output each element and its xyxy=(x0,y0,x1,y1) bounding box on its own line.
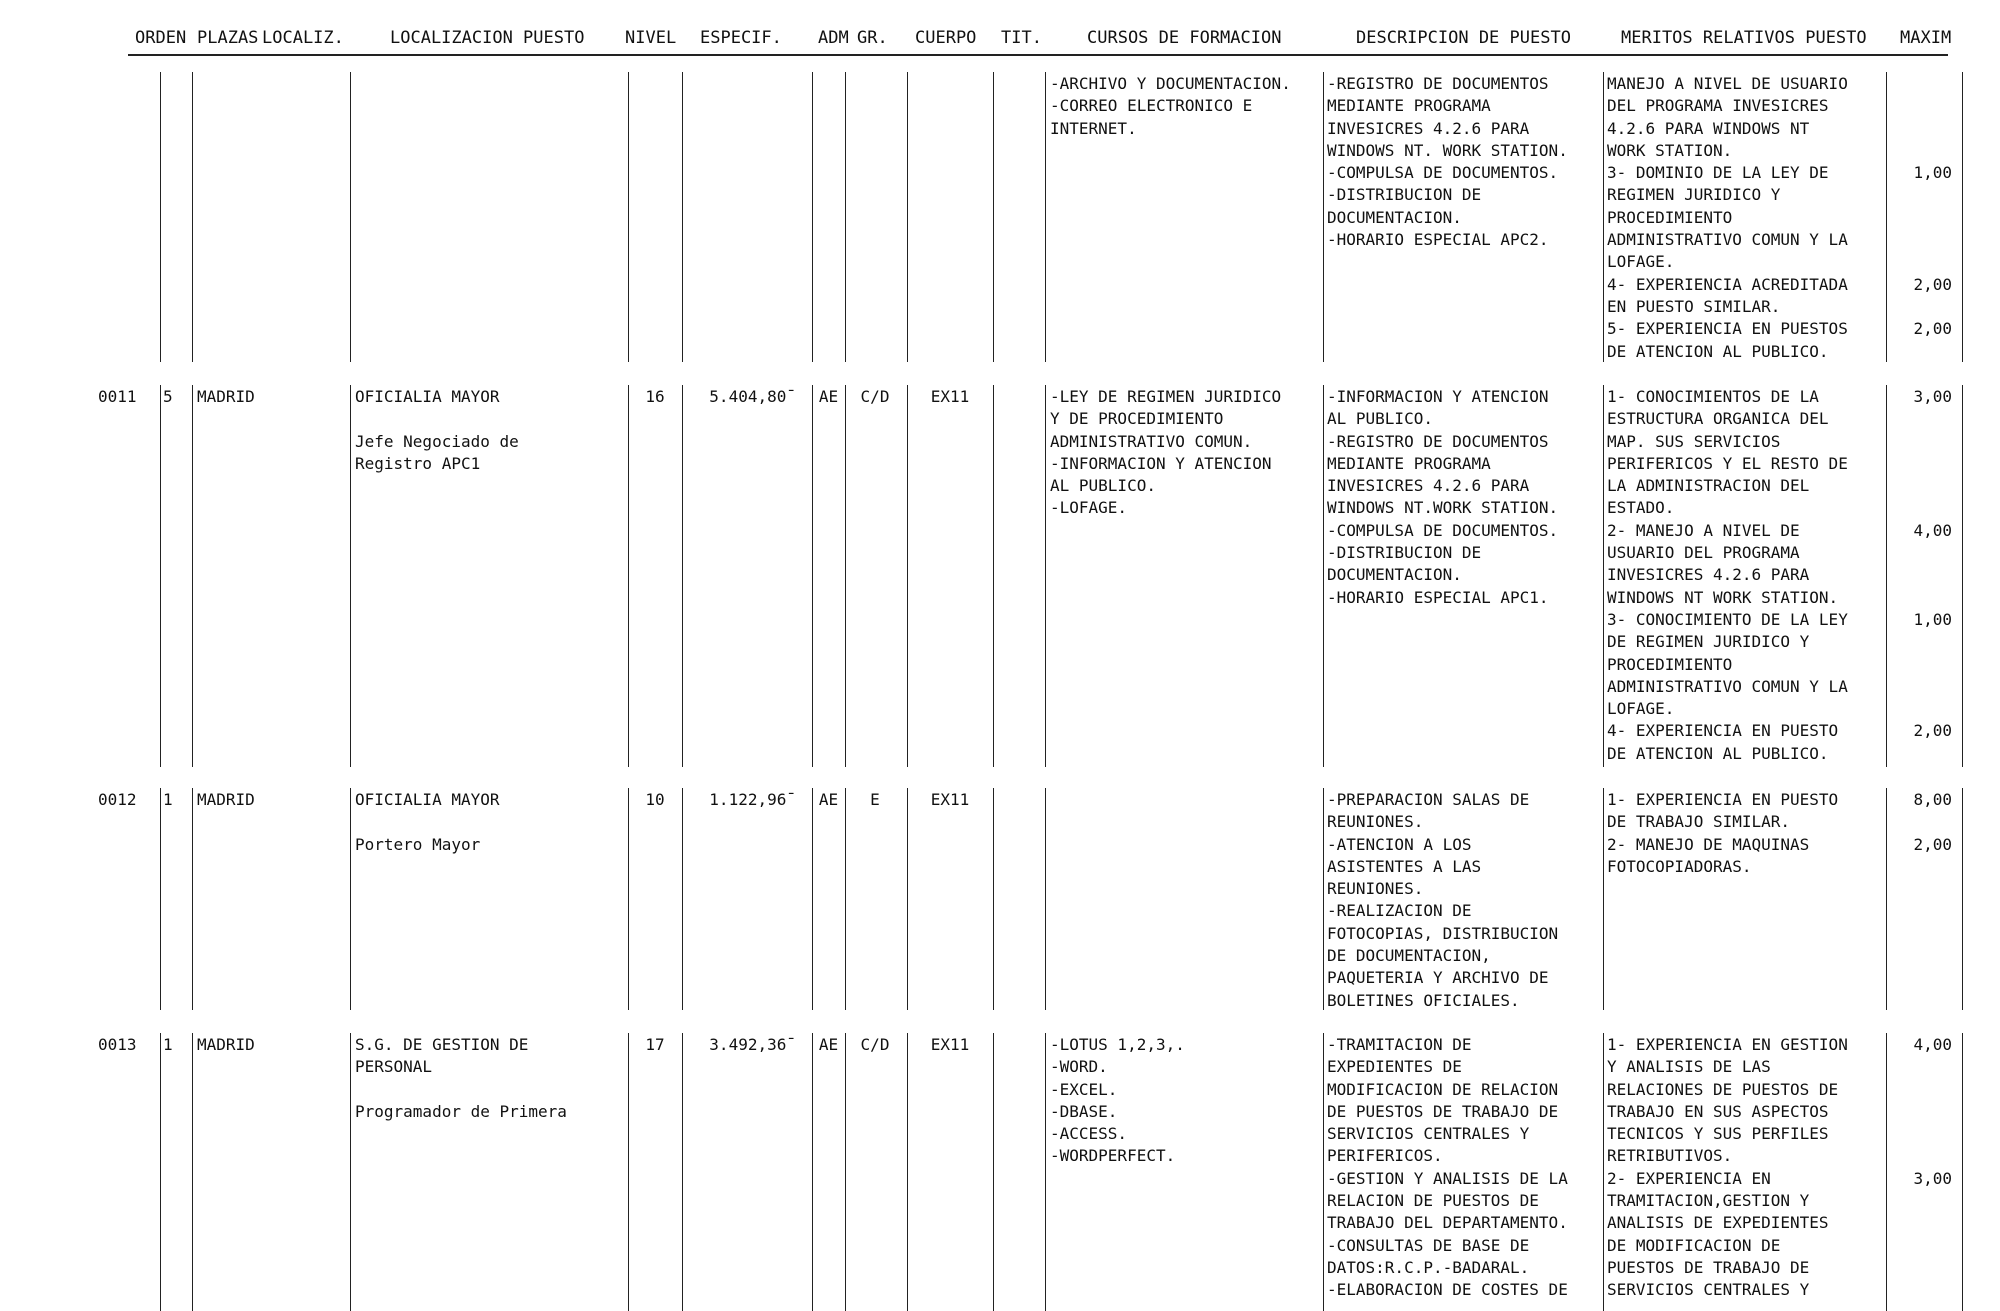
column-rule xyxy=(1603,1033,1604,1311)
column-rule xyxy=(907,1033,908,1311)
column-rule xyxy=(812,788,813,1010)
column-rule xyxy=(350,72,351,362)
cell-nivel: 17 xyxy=(645,1035,665,1054)
cell-meritos: 1- EXPERIENCIA EN GESTION Y ANALISIS DE LAS RELACIONES DE PUESTOS DE TRABAJO EN SUS ASPECTOS TECNICOS Y SUS PERFILES RETRIBUTIVOS. 2- EXPERIENCIA EN TRAMITACION,GESTION Y ANALISIS DE EXPEDIENTES DE MODIFICACION DE PUESTOS DE TRABAJO DE SERVICIOS CENTRALES Y xyxy=(1607,1035,1848,1300)
cell-localiz: MADRID xyxy=(197,790,255,809)
cell-orden: 0012 xyxy=(98,790,137,809)
column-rule xyxy=(1045,1033,1046,1311)
column-rule xyxy=(160,788,161,1010)
cell-maxim: 4,00 3,00 xyxy=(1913,1035,1952,1188)
column-rule xyxy=(160,1033,161,1311)
header-tit: TIT. xyxy=(1001,28,1042,48)
cell-plazas: 1 xyxy=(163,790,173,809)
cell-orden: 0013 xyxy=(98,1035,137,1054)
cell-plazas: 1 xyxy=(163,1035,173,1054)
header-cursos: CURSOS DE FORMACION xyxy=(1087,28,1282,48)
cell-maxim: 8,00 2,00 xyxy=(1913,790,1952,854)
column-rule xyxy=(993,385,994,767)
column-rule xyxy=(1886,1033,1887,1311)
column-rule xyxy=(845,385,846,767)
header-plazas: PLAZAS xyxy=(197,28,259,48)
cell-meritos: 1- EXPERIENCIA EN PUESTO DE TRABAJO SIMILAR. 2- MANEJO DE MAQUINAS FOTOCOPIADORAS. xyxy=(1607,790,1839,876)
column-rule xyxy=(350,788,351,1010)
table-header xyxy=(0,28,2000,52)
column-rule xyxy=(1323,385,1324,767)
cell-meritos: MANEJO A NIVEL DE USUARIO DEL PROGRAMA INVESICRES 4.2.6 PARA WINDOWS NT WORK STATION. 3- DOMINIO DE LA LEY DE REGIMEN JURIDICO Y PROCEDIMIENTO ADMINISTRATIVO COMUN Y LA LOFAGE. 4- EXPERIENCIA ACREDITADA EN PUESTO SIMILAR. 5- EXPERIENCIA EN PUESTOS DE ATENCION AL PUBLICO. xyxy=(1607,74,1848,361)
column-rule xyxy=(1886,788,1887,1010)
cell-cuerpo: EX11 xyxy=(930,1035,970,1054)
cell-gr: C/D xyxy=(860,1035,890,1054)
header-gr: GR. xyxy=(857,28,888,48)
cell-maxim: 3,00 4,00 1,00 2,00 xyxy=(1913,387,1952,741)
column-rule xyxy=(907,788,908,1010)
column-rule xyxy=(1045,788,1046,1010)
column-rule xyxy=(845,72,846,362)
column-rule xyxy=(1603,72,1604,362)
column-rule xyxy=(682,72,683,362)
column-rule xyxy=(1886,72,1887,362)
column-rule xyxy=(628,385,629,767)
column-rule xyxy=(160,72,161,362)
column-rule xyxy=(192,385,193,767)
cell-orden: 0011 xyxy=(98,387,137,406)
cell-puesto: OFICIALIA MAYOR Portero Mayor xyxy=(355,790,500,854)
header-localiz: LOCALIZ. xyxy=(262,28,344,48)
header-especif: ESPECIF. xyxy=(700,28,782,48)
cell-plazas: 5 xyxy=(163,387,173,406)
cell-nivel: 10 xyxy=(645,790,665,809)
cell-adm: AE xyxy=(818,790,839,809)
column-rule xyxy=(1962,385,1963,767)
column-rule xyxy=(1323,1033,1324,1311)
column-rule xyxy=(1886,385,1887,767)
column-rule xyxy=(1603,385,1604,767)
header-localizacion-puesto: LOCALIZACION PUESTO xyxy=(390,28,585,48)
column-rule xyxy=(350,385,351,767)
column-rule xyxy=(907,72,908,362)
column-rule xyxy=(1045,385,1046,767)
cell-gr: C/D xyxy=(860,387,890,406)
column-rule xyxy=(628,1033,629,1311)
column-rule xyxy=(845,788,846,1010)
cell-localiz: MADRID xyxy=(197,387,255,406)
cell-descripcion: -PREPARACION SALAS DE REUNIONES. -ATENCION A LOS ASISTENTES A LAS REUNIONES. -REALIZACION DE FOTOCOPIAS, DISTRIBUCION DE DOCUMENTACION, PAQUETERIA Y ARCHIVO DE BOLETINES OFICIALES. xyxy=(1327,790,1559,1010)
column-rule xyxy=(1603,788,1604,1010)
column-rule xyxy=(907,385,908,767)
column-rule xyxy=(192,1033,193,1311)
column-rule xyxy=(682,1033,683,1311)
cell-cursos: -LOTUS 1,2,3,. -WORD. -EXCEL. -DBASE. -ACCESS. -WORDPERFECT. xyxy=(1050,1035,1185,1166)
column-rule xyxy=(1962,72,1963,362)
column-rule xyxy=(628,788,629,1010)
cell-especif: 3.492,36¯ xyxy=(709,1035,796,1054)
column-rule xyxy=(682,385,683,767)
cell-gr: E xyxy=(870,790,880,809)
column-rule xyxy=(1323,72,1324,362)
column-rule xyxy=(1962,788,1963,1010)
column-rule xyxy=(993,1033,994,1311)
header-orden: ORDEN xyxy=(135,28,187,48)
column-rule xyxy=(1962,1033,1963,1311)
column-rule xyxy=(682,788,683,1010)
cell-descripcion: -TRAMITACION DE EXPEDIENTES DE MODIFICACION DE RELACION DE PUESTOS DE TRABAJO DE SERVICIOS CENTRALES Y PERIFERICOS. -GESTION Y ANALISIS DE LA RELACION DE PUESTOS DE TRABAJO DEL DEPARTAMENTO. -CONSULTAS DE BASE DE DATOS:R.C.P.-BADARAL. -ELABORACION DE COSTES DE xyxy=(1327,1035,1568,1300)
cell-adm: AE xyxy=(818,387,839,406)
cell-maxim: 1,00 2,00 2,00 xyxy=(1913,163,1952,339)
column-rule xyxy=(350,1033,351,1311)
column-rule xyxy=(1045,72,1046,362)
cell-especif: 5.404,80¯ xyxy=(709,387,796,406)
header-maxim: MAXIM xyxy=(1900,28,1952,48)
column-rule xyxy=(993,788,994,1010)
cell-meritos: 1- CONOCIMIENTOS DE LA ESTRUCTURA ORGANICA DEL MAP. SUS SERVICIOS PERIFERICOS Y EL RESTO DE LA ADMINISTRACION DEL ESTADO. 2- MANEJO A NIVEL DE USUARIO DEL PROGRAMA INVESICRES 4.2.6 PARA WINDOWS NT WORK STATION. 3- CONOCIMIENTO DE LA LEY DE REGIMEN JURIDICO Y PROCEDIMIENTO ADMINISTRATIVO COMUN Y LA LOFAGE. 4- EXPERIENCIA EN PUESTO DE ATENCION AL PUBLICO. xyxy=(1607,387,1848,763)
column-rule xyxy=(628,72,629,362)
cell-cursos: -LEY DE REGIMEN JURIDICO Y DE PROCEDIMIENTO ADMINISTRATIVO COMUN. -INFORMACION Y ATENCION AL PUBLICO. -LOFAGE. xyxy=(1050,387,1282,518)
cell-adm: AE xyxy=(818,1035,839,1054)
header-rule xyxy=(128,54,1948,56)
cell-localiz: MADRID xyxy=(197,1035,255,1054)
column-rule xyxy=(160,385,161,767)
header-cuerpo: CUERPO xyxy=(915,28,977,48)
cell-cuerpo: EX11 xyxy=(930,790,970,809)
cell-cursos: -ARCHIVO Y DOCUMENTACION. -CORREO ELECTRONICO E INTERNET. xyxy=(1050,74,1291,138)
cell-cuerpo: EX11 xyxy=(930,387,970,406)
column-rule xyxy=(812,1033,813,1311)
column-rule xyxy=(192,72,193,362)
cell-especif: 1.122,96¯ xyxy=(709,790,796,809)
column-rule xyxy=(812,385,813,767)
cell-descripcion: -REGISTRO DE DOCUMENTOS MEDIANTE PROGRAMA INVESICRES 4.2.6 PARA WINDOWS NT. WORK STATION. -COMPULSA DE DOCUMENTOS. -DISTRIBUCION DE DOCUMENTACION. -HORARIO ESPECIAL APC2. xyxy=(1327,74,1568,250)
cell-puesto: S.G. DE GESTION DE PERSONAL Programador de Primera xyxy=(355,1035,567,1121)
column-rule xyxy=(845,1033,846,1311)
header-nivel: NIVEL xyxy=(625,28,677,48)
header-descripcion: DESCRIPCION DE PUESTO xyxy=(1356,28,1571,48)
header-adm: ADM xyxy=(818,28,849,48)
column-rule xyxy=(192,788,193,1010)
column-rule xyxy=(812,72,813,362)
cell-descripcion: -INFORMACION Y ATENCION AL PUBLICO. -REGISTRO DE DOCUMENTOS MEDIANTE PROGRAMA INVESICRES 4.2.6 PARA WINDOWS NT.WORK STATION. -COMPULSA DE DOCUMENTOS. -DISTRIBUCION DE DOCUMENTACION. -HORARIO ESPECIAL APC1. xyxy=(1327,387,1559,607)
cell-nivel: 16 xyxy=(645,387,665,406)
column-rule xyxy=(993,72,994,362)
column-rule xyxy=(1323,788,1324,1010)
header-meritos: MERITOS RELATIVOS PUESTO xyxy=(1621,28,1867,48)
cell-puesto: OFICIALIA MAYOR Jefe Negociado de Registro APC1 xyxy=(355,387,519,473)
